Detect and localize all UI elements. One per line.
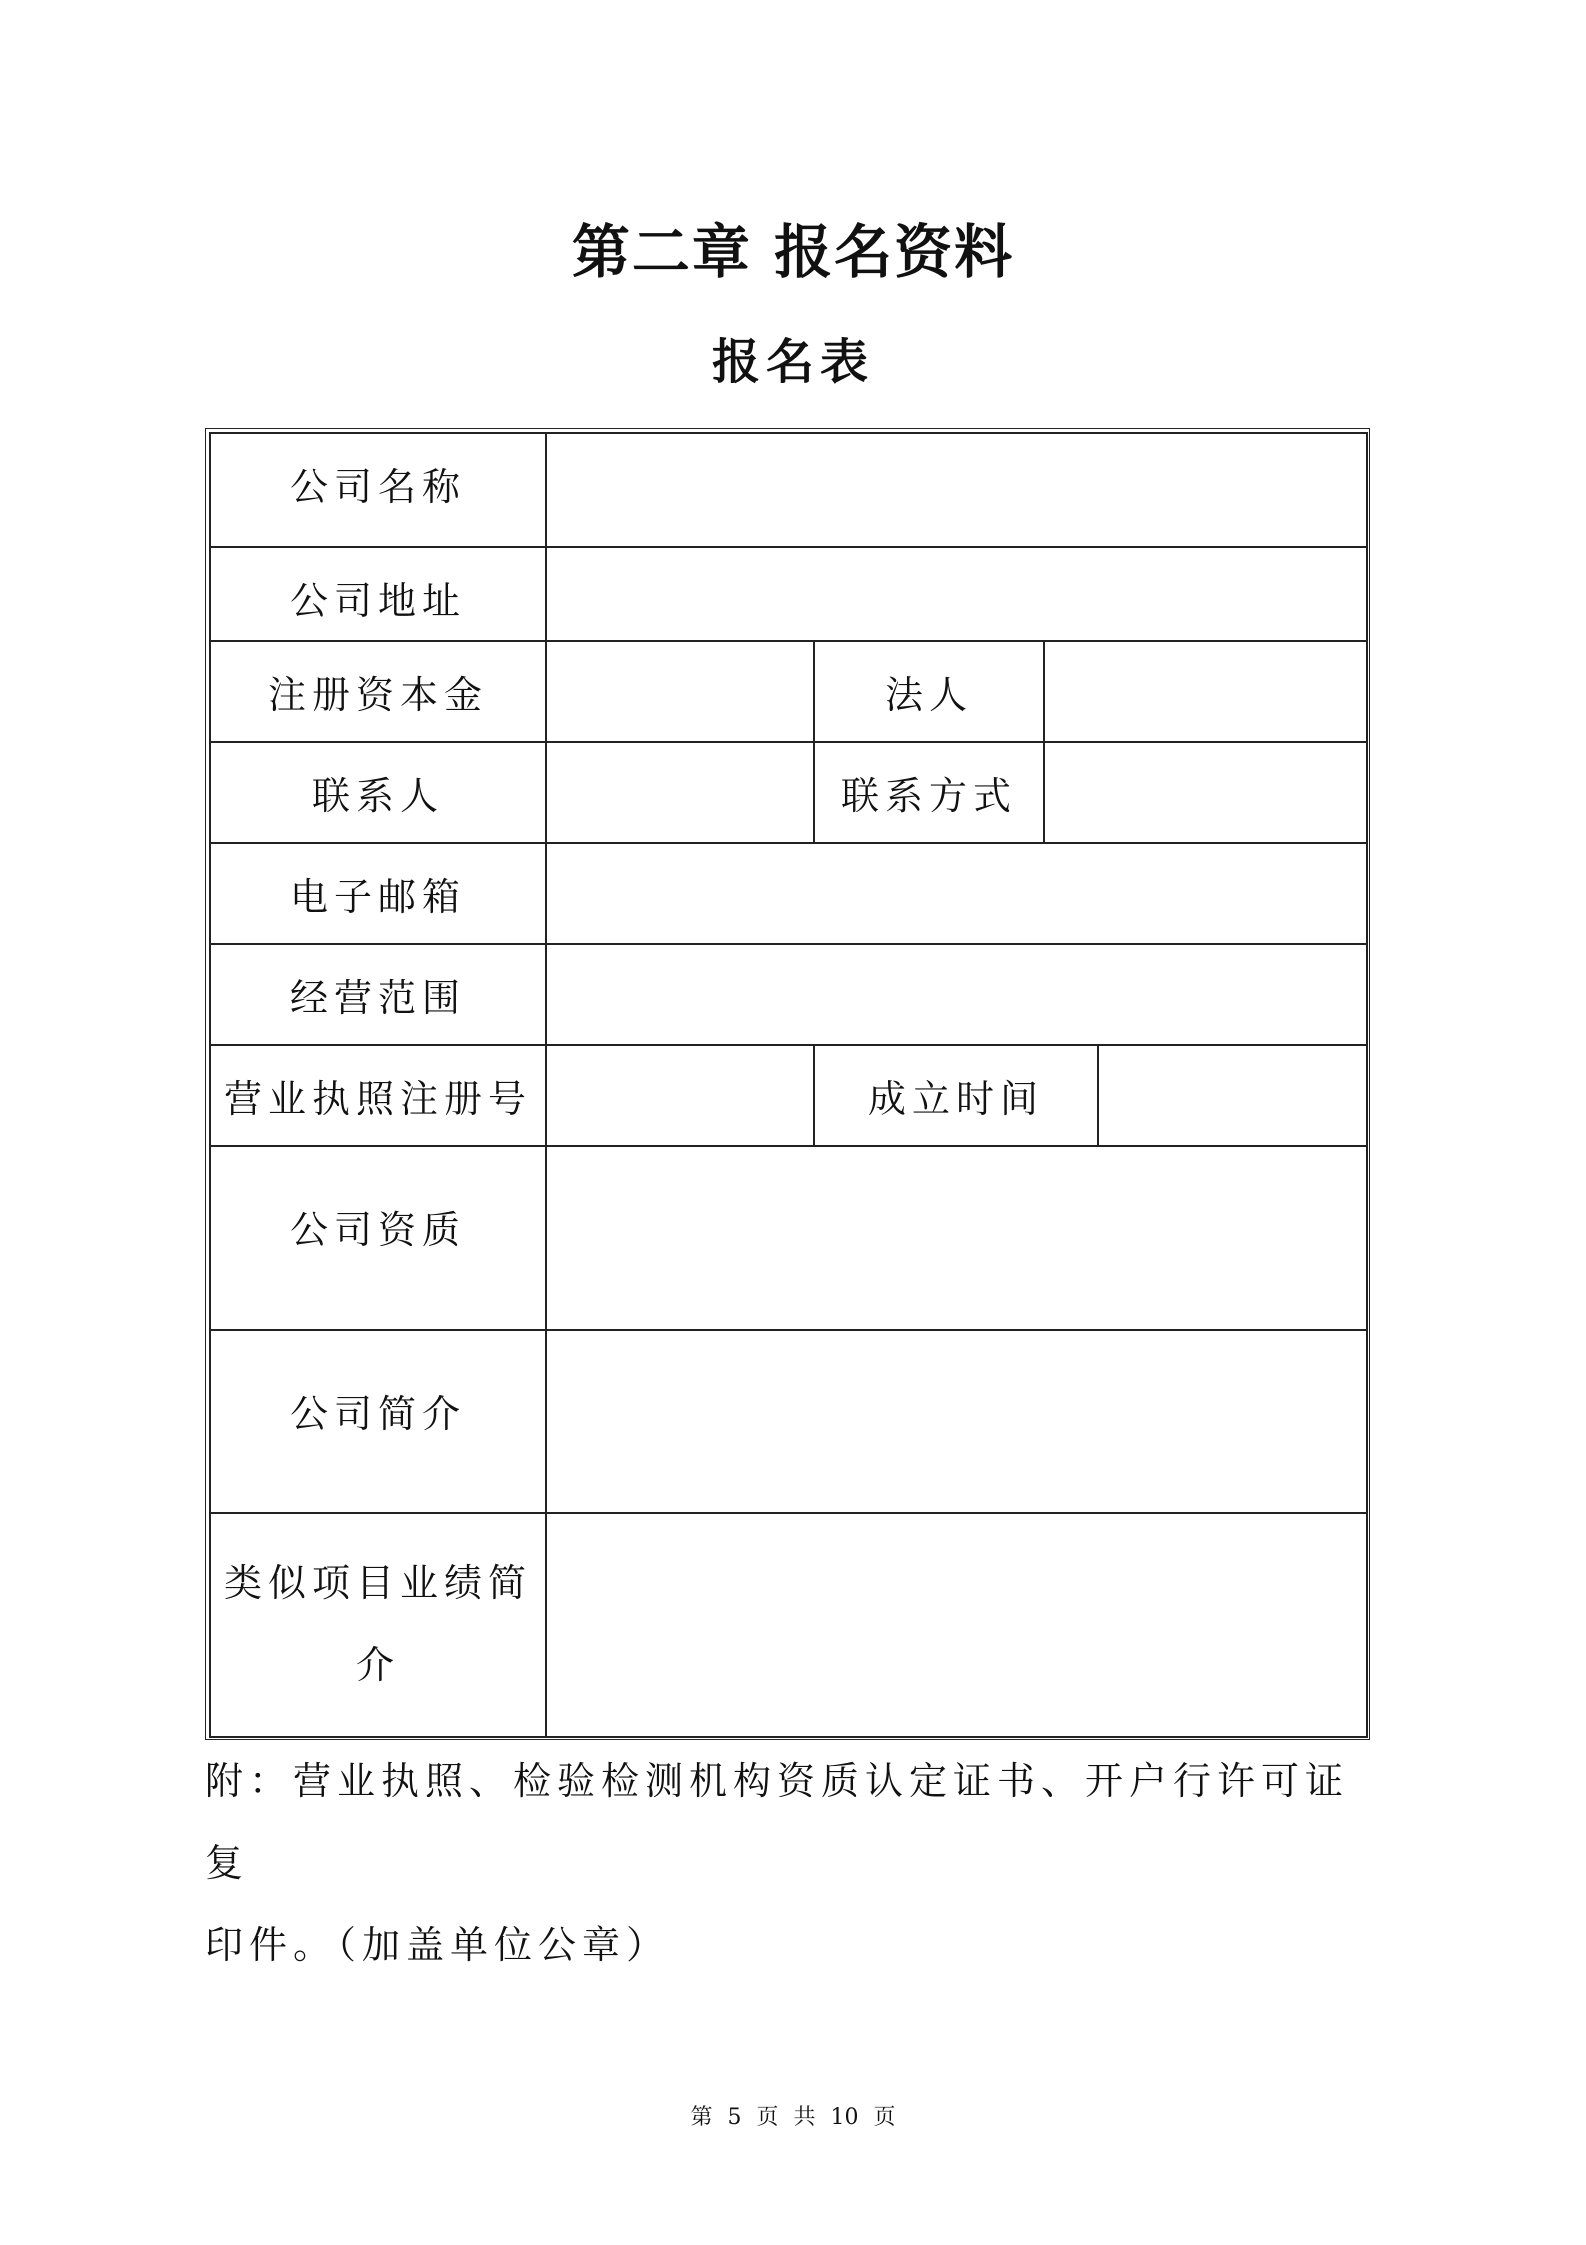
legal-person-label: 法人 xyxy=(814,641,1044,742)
business-scope-field[interactable] xyxy=(546,944,1367,1045)
legal-person-field[interactable] xyxy=(1044,641,1367,742)
contact-method-field[interactable] xyxy=(1044,742,1367,843)
business-scope-label: 经营范围 xyxy=(210,944,546,1045)
attachment-note xyxy=(205,1740,1385,1986)
page-number-footer: 第 5 页 共 10 页 xyxy=(690,2105,896,2130)
row-contact xyxy=(210,742,1367,843)
company-profile-field[interactable] xyxy=(546,1330,1367,1513)
similar-projects-label-line1: 类似项目业绩简 xyxy=(223,1561,532,1605)
row-business-scope xyxy=(210,944,1367,1045)
registration-form-table xyxy=(209,432,1368,1738)
contact-person-label: 联系人 xyxy=(210,742,546,843)
row-company-profile xyxy=(210,1330,1367,1513)
attachment-note-line2: 印件。（加盖单位公章） xyxy=(205,1923,671,1967)
registered-capital-field[interactable] xyxy=(546,641,814,742)
similar-projects-field[interactable] xyxy=(546,1513,1367,1737)
attachment-note-line1: 附：营业执照、检验检测机构资质认定证书、开户行许可证复 xyxy=(205,1759,1350,1885)
email-label: 电子邮箱 xyxy=(210,843,546,944)
company-name-field[interactable] xyxy=(546,433,1367,547)
company-name-label: 公司名称 xyxy=(210,433,546,547)
row-similar-projects xyxy=(210,1513,1367,1737)
company-address-label: 公司地址 xyxy=(210,547,546,641)
row-email xyxy=(210,843,1367,944)
license-number-label: 营业执照注册号 xyxy=(210,1045,546,1146)
row-company-name xyxy=(210,433,1367,547)
contact-method-label: 联系方式 xyxy=(814,742,1044,843)
established-date-label: 成立时间 xyxy=(814,1045,1098,1146)
row-company-address xyxy=(210,547,1367,641)
similar-projects-label-line2: 介 xyxy=(355,1643,400,1687)
row-capital-legal xyxy=(210,641,1367,742)
company-profile-label: 公司简介 xyxy=(210,1330,546,1513)
license-number-field[interactable] xyxy=(546,1045,814,1146)
chapter-title: 第二章 报名资料 xyxy=(571,218,1015,286)
registered-capital-label: 注册资本金 xyxy=(210,641,546,742)
form-title: 报名表 xyxy=(711,334,874,390)
row-qualification xyxy=(210,1146,1367,1330)
email-field[interactable] xyxy=(546,843,1367,944)
qualification-label: 公司资质 xyxy=(210,1146,546,1330)
contact-person-field[interactable] xyxy=(546,742,814,843)
qualification-field[interactable] xyxy=(546,1146,1367,1330)
similar-projects-label xyxy=(210,1513,546,1737)
established-date-field[interactable] xyxy=(1098,1045,1367,1146)
row-license-established xyxy=(210,1045,1367,1146)
company-address-field[interactable] xyxy=(546,547,1367,641)
